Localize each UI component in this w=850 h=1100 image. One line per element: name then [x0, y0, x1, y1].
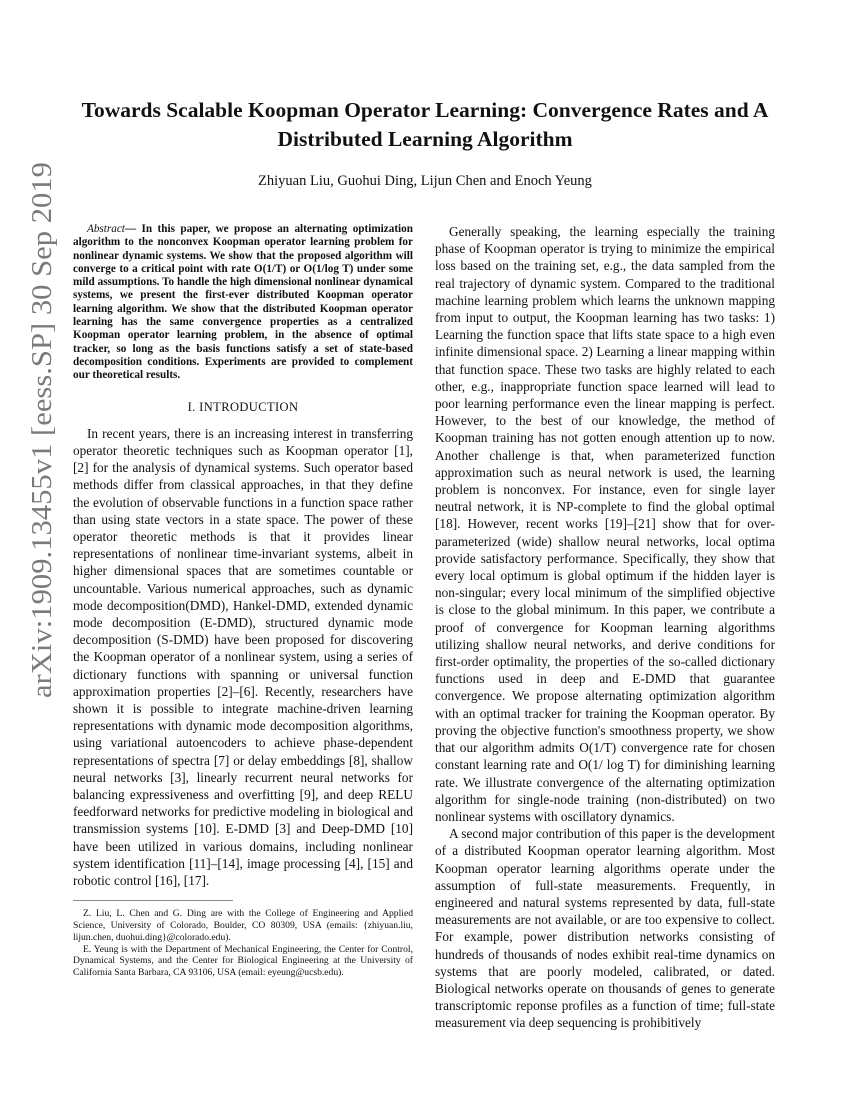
- section-heading-introduction: I. INTRODUCTION: [187, 399, 299, 414]
- footnote-affiliation-ucsb: E. Yeung is with the Department of Mechanical Engineering, the Center for Control, Dynamical Systems, and the Center for Biological Engineering at the University of California Santa Barbara, CA 93106, USA (email: eyeung@ucsb.edu).: [73, 943, 413, 979]
- arxiv-stamp-text: arXiv:1909.13455v1 [eess.SP] 30 Sep 2019: [26, 190, 58, 698]
- body-paragraph-distributed-contribution: A second major contribution of this paper is the development of a distributed Koopman operator learning algorithm. Most Koopman operator learning algorithms operate under the assumption of full-state measurements. Frequently, in engineered and natural systems represented by data, full-state measurements are not available, or are too expensive to collect. For example, power distribution networks consisting of hundreds of thousands of nodes exhibit real-time dynamics on systems that are poorly modeled, calibrated, or dated. Biological networks operate on thousands of genes to generate transcriptomic reponse profiles as a function of time; full-state measurement via deep sequencing is prohibitively: [435, 826, 775, 1031]
- intro-paragraph: In recent years, there is an increasing interest in transferring operator theoretic techniques such as Koopman operator [1], [2] for the analysis of dynamical systems. Such operator based methods differ from classical approaches, in that they define the evolution of observable functions in a function space rather than using state vectors in a state space. The power of these operator theoretic methods is that it provides linear representations of nonlinear time-invariant systems, albeit in higher dimensional spaces that are sometimes countable or uncountable. Various numerical approaches, such as dynamic mode decomposition(DMD), Hankel-DMD, extended dynamic mode decomposition (E-DMD), structured dynamic mode decomposition (S-DMD) have been proposed for discovering the Koopman operator of a nonlinear system, using a series of dictionary functions with spanning or universal function approximation properties [2]–[6]. Recently, researchers have shown it is possible to integrate machine-driven learning representations with dynamic mode decomposition algorithms, using variational autoencoders to achieve phase-dependent representations of spectra [7] or delay embeddings [8], shallow neural networks [3], linearly recurrent neural networks for balancing expressiveness and overfitting [9], and deep RELU feedforward networks for predictive modeling in biological and transmission systems [10]. E-DMD [3] and Deep-DMD [10] have been utilized in various domains, including nonlinear system identification [11]–[14], image processing [4], [15] and robotic control [16], [17].: [73, 425, 413, 889]
- footnote-affiliation-colorado: Z. Liu, L. Chen and G. Ding are with the College of Engineering and Applied Science, University of Colorado, Boulder, CO 80309, USA (emails: {zhiyuan.liu, lijun.chen, duohui.ding}@colorado.edu).: [73, 908, 413, 943]
- author-list: Zhiyuan Liu, Guohui Ding, Lijun Chen and Enoch Yeung: [258, 173, 592, 189]
- footnotes: [73, 908, 413, 979]
- abstract-label: Abstract: [87, 223, 125, 235]
- arxiv-identifier-stamp: [18, 160, 58, 700]
- left-column: [73, 223, 413, 979]
- abstract: [73, 223, 413, 383]
- paper-title: Towards Scalable Koopman Operator Learning: Convergence Rates and A Distributed Learning Algorithm: [81, 98, 769, 151]
- right-column: [435, 223, 775, 1032]
- footnote-divider: [73, 900, 233, 901]
- body-paragraph-learning-challenges: Generally speaking, the learning especially the training phase of Koopman operator is trying to minimize the empirical loss based on the training set, e.g., the data sampled from the real trajectory of dynamic system. Compared to the traditional machine learning problem which learns the unknown mapping from input to output, the Koopman learning has two tasks: 1) Learning the function space that lifts state space to a high even infinite dimensional space. 2) Learning a linear mapping within that function space. These two tasks are highly related to each other, e.g., inappropriate function space learned will lead to poor learning performance even the linear mapping is perfect. However, to the best of our knowledge, the method of Koopman training has not gotten enough attention up to now. Another challenge is that, when parameterized function approximation such as neural network is used, the learning problem is nonconvex. For instance, even for single layer neutral network, it is NP-complete to find the global optimal [18]. However, recent works [19]–[21] show that for over-parameterized (wide) shallow neural networks, local optima provide satisfactory performance. Specifically, they show that every local optimum is global optimum if the hidden layer is non-singular; every local minimum of the simplified objective is close to the global minimum. In this paper, we contribute a proof of convergence for Koopman learning algorithms utilizing shallow neural networks, and derive conditions for first-order optimality, the properties of the so-called dictionary functions used in deep and E-DMD that guarantee convergence. We propose alternating optimization algorithm with an optimal tracker for training the Koopman operator. By proving the objective function's smoothness property, we show that our algorithm admits O(1/T) convergence rate for chosen constant learning rate and O(1/ log T) for diminishing learning rate. We illustrate convergence of the alternating optimization algorithm for single-node training (non-distributed) on two nonlinear systems with oscillatory dynamics.: [435, 224, 775, 824]
- abstract-text: — In this paper, we propose an alternating optimization algorithm to the nonconvex Koopman operator learning problem for nonlinear dynamic systems. We show that the proposed algorithm will converge to a critical point with rate O(1/T) or O(1/log T) under some mild assumptions. To handle the high dimensional nonlinear dynamical systems, we present the first-ever distributed Koopman operator learning algorithm. We show that the distributed Koopman operator learning has the same convergence properties as a centralized Koopman operator learning problem, in the absence of optimal tracker, so long as the basis functions satisfy a set of state-based decomposition conditions. Experiments are provided to complement our theoretical results.: [73, 223, 413, 382]
